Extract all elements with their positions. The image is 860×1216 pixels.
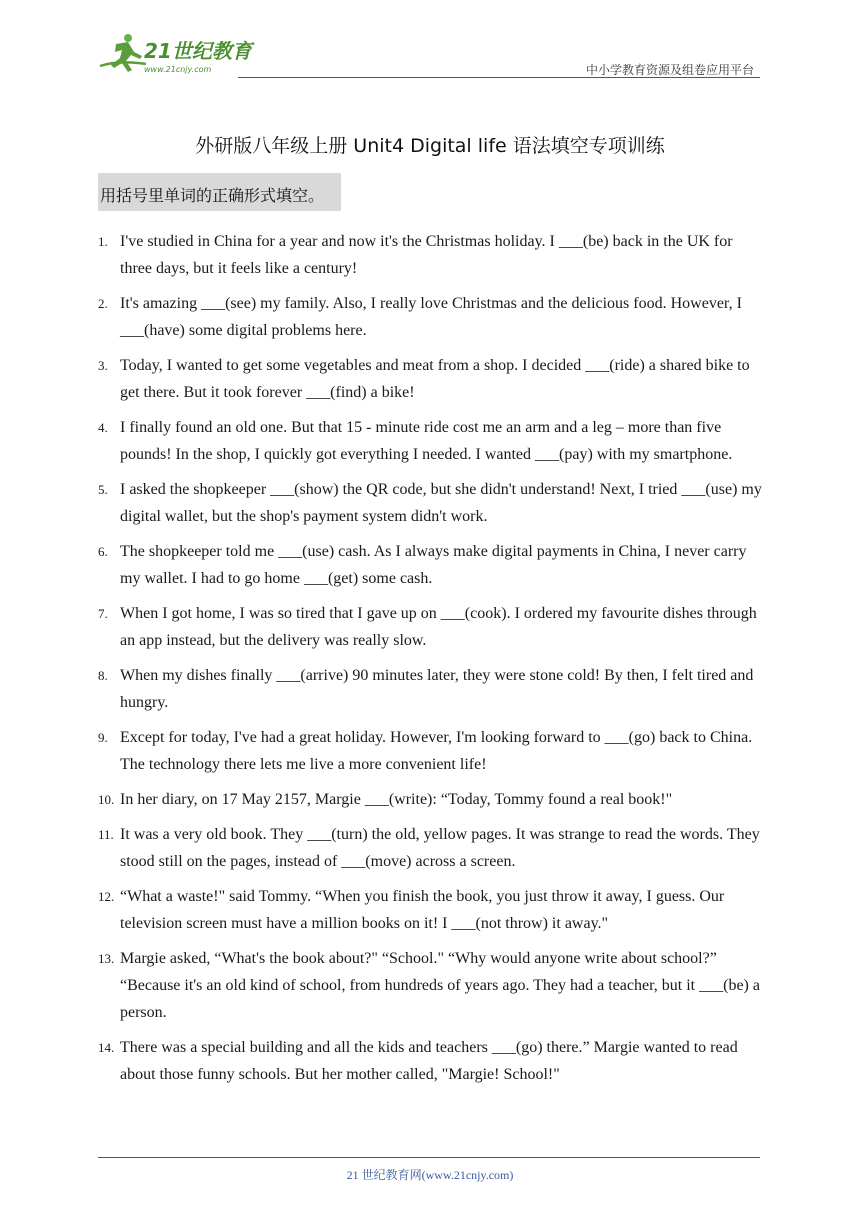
- question-item: [98, 476, 763, 530]
- question-item: [98, 352, 763, 406]
- question-number: 1.: [98, 234, 108, 249]
- question-item: [98, 786, 763, 813]
- question-text: It's amazing ___(see) my family. Also, I really love Christmas and the delicious food. However, I ___(have) some digital problems here.: [120, 295, 742, 339]
- question-item: [98, 883, 763, 937]
- question-text: There was a special building and all the kids and teachers ___(go) there.” Margie wanted to read about those funny schools. But her mother called, "Margie! School!": [120, 1039, 738, 1083]
- question-item: [98, 538, 763, 592]
- logo-url: www.21cnjy.com: [144, 65, 212, 74]
- question-item: [98, 290, 763, 344]
- question-text: Margie asked, “What's the book about?" “School." “Why would anyone write about school?” “Because it's an old kind of school, from hundreds of years ago. They had a teacher, but it ___(be) a person.: [120, 950, 760, 1021]
- question-number: 6.: [98, 544, 108, 559]
- question-number: 9.: [98, 730, 108, 745]
- question-text: “What a waste!" said Tommy. “When you finish the book, you just throw it away, I guess. Our television screen must have a million books on it! I ___(not throw) it away.": [120, 888, 725, 932]
- question-text: Except for today, I've had a great holiday. However, I'm looking forward to ___(go) back to China. The technology there lets me live a more convenient life!: [120, 729, 753, 773]
- question-item: [98, 945, 763, 1026]
- question-item: [98, 724, 763, 778]
- question-item: [98, 414, 763, 468]
- question-number: 2.: [98, 296, 108, 311]
- question-text: I asked the shopkeeper ___(show) the QR code, but she didn't understand! Next, I tried ___(use) my digital wallet, but the shop's payment system didn't work.: [120, 481, 762, 525]
- question-number: 11.: [98, 827, 114, 842]
- question-item: [98, 821, 763, 875]
- question-text: When my dishes finally ___(arrive) 90 minutes later, they were stone cold! By then, I felt tired and hungry.: [120, 667, 754, 711]
- page-title: 外研版八年级上册 Unit4 Digital life 语法填空专项训练: [195, 135, 665, 157]
- question-list: [98, 228, 763, 1096]
- question-item: [98, 600, 763, 654]
- question-number: 10.: [98, 792, 115, 807]
- platform-name: 中小学教育资源及组卷应用平台: [585, 63, 754, 77]
- section-instruction: 用括号里单词的正确形式填空。: [98, 173, 341, 211]
- question-text: Today, I wanted to get some vegetables and meat from a shop. I decided ___(ride) a shared bike to get there. But it took forever ___(find) a bike!: [120, 357, 750, 401]
- question-number: 3.: [98, 358, 108, 373]
- footer-text: 21 世纪教育网(www.21cnjy.com): [346, 1168, 514, 1182]
- question-text: I've studied in China for a year and now it's the Christmas holiday. I ___(be) back in the UK for three days, but it feels like a century!: [120, 233, 733, 277]
- footer-divider: [98, 1157, 760, 1158]
- question-text: I finally found an old one. But that 15 - minute ride cost me an arm and a leg – more than five pounds! In the shop, I quickly got everything I needed. I wanted ___(pay) with my smartphone.: [120, 419, 733, 463]
- logo-name: 21世纪教育: [144, 39, 252, 63]
- question-item: [98, 228, 763, 282]
- question-number: 14.: [98, 1040, 115, 1055]
- question-text: The shopkeeper told me ___(use) cash. As I always make digital payments in China, I never carry my wallet. I had to go home ___(get) some cash.: [120, 543, 747, 587]
- question-number: 8.: [98, 668, 108, 683]
- question-item: [98, 1034, 763, 1088]
- question-item: [98, 662, 763, 716]
- header-divider: [238, 77, 760, 78]
- question-number: 4.: [98, 420, 108, 435]
- logo: [98, 30, 268, 76]
- question-number: 5.: [98, 482, 108, 497]
- question-text: It was a very old book. They ___(turn) the old, yellow pages. It was strange to read the words. They stood still on the pages, instead of ___(move) across a screen.: [120, 826, 760, 870]
- question-number: 13.: [98, 951, 115, 966]
- question-number: 12.: [98, 889, 115, 904]
- question-text: In her diary, on 17 May 2157, Margie ___(write): “Today, Tommy found a real book!": [120, 791, 673, 808]
- question-text: When I got home, I was so tired that I gave up on ___(cook). I ordered my favourite dishes through an app instead, but the delivery was really slow.: [120, 605, 757, 649]
- question-number: 7.: [98, 606, 108, 621]
- page-header: [98, 30, 760, 78]
